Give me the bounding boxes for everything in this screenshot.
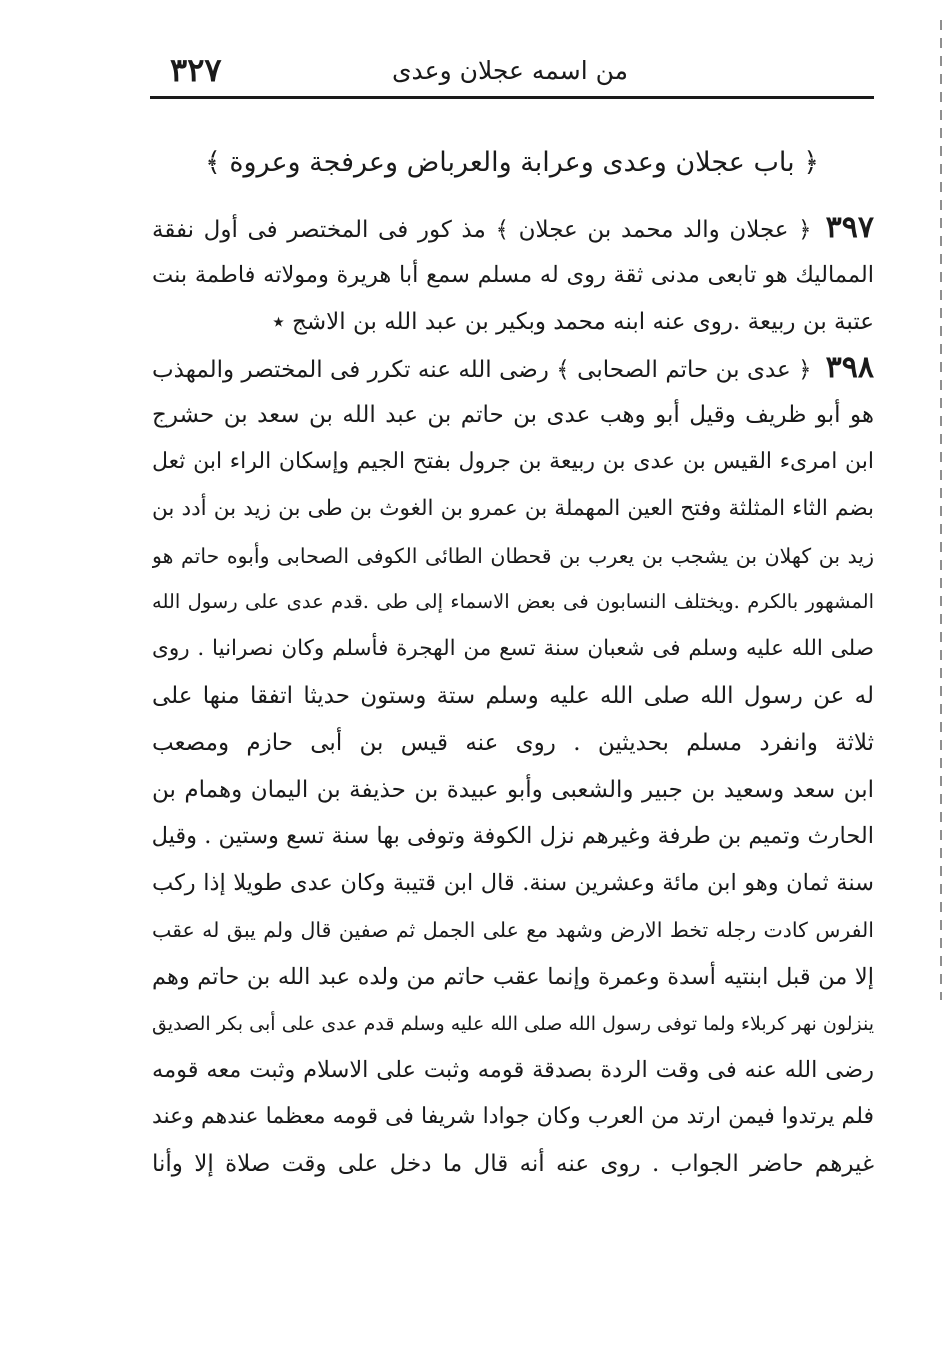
scan-edge [940,20,942,1000]
text-line [152,907,874,954]
text-line [152,860,874,907]
line-text: ثلاثة وانفرد مسلم بحديثين . روى عنه قيس بن أبى حازم ومصعب [152,729,874,756]
text-line [152,1001,874,1048]
line-text: الحارث وتميم بن طرفة وغيرهم نزل الكوفة وتوفى بها سنة تسع وستين . وقيل [152,823,874,850]
line-text: المماليك هو تابعى مدنى ثقة روى له مسلم سمع أبا هريرة ومولاته فاطمة بنت [152,261,874,288]
text-line [152,205,874,252]
line-text: ابن امرىء القيس بن عدى بن ربيعة بن جرول بفتح الجيم وإسكان الراء ابن ثعل [152,448,874,474]
line-text: صلى الله عليه وسلم فى شعبان سنة تسع من الهجرة فأسلم وكان نصرانيا . روى [152,636,874,662]
page-header [150,50,870,92]
text-line [152,626,874,673]
line-text: ﴿ عدى بن حاتم الصحابى ﴾ رضى الله عنه تكرر فى المختصر والمهذب [152,357,812,384]
line-text: بضم الثاء المثلثة وفتح العين المهملة بن عمرو بن الغوث بن طى بن زيد بن أدد بن [152,495,874,521]
line-text: عتبة بن ربيعة .روى عنه ابنه محمد وبكير بن عبد الله بن الاشج ٭ [272,308,874,335]
text-line [152,954,874,1001]
text-line [152,673,874,720]
line-text: رضى الله عنه فى وقت الردة بصدقة قومه وثبت على الاسلام وثبت معه قومه [152,1057,874,1084]
entry-number: ٣٩٨ [825,350,874,386]
text-line [152,439,874,486]
text-line [152,1094,874,1141]
body-text [152,205,874,1188]
text-line [152,767,874,814]
header-rule [150,96,874,99]
text-line [152,720,874,767]
chapter-heading: ﴿ باب عجلان وعدى وعرابة والعرباض وعرفجة وعروة ﴾ [204,147,820,178]
line-text: ابن سعد وسعيد بن جبير والشعبى وأبو عبيدة بن حذيفة بن اليمان وهمام بن [152,776,874,803]
line-text: المشهور بالكرم .ويختلف النسابون فى بعض الاسماء إلى طى .قدم عدى على رسول الله [152,590,874,614]
page-number: ٣٢٧ [170,51,222,89]
running-title: من اسمه عجلان وعدى [391,56,629,85]
text-line [152,579,874,626]
line-text: فلم يرتدوا فيمن ارتد من العرب وكان جوادا شريفا فى قومه معظما عندهم وعند [152,1104,874,1130]
line-text: الفرس كادت رجله تخط الارض وشهد مع على الجمل ثم صفين قال ولم يبق له عقب [152,917,874,942]
text-line [152,813,874,860]
text-line [152,1141,874,1188]
entry-number: ٣٩٧ [825,210,874,245]
line-text: له عن رسول الله صلى الله عليه وسلم ستة وستون حديثا اتفقا منها على [152,682,874,709]
line-text: ينزلون نهر كربلاء ولما توفى رسول الله صلى الله عليه وسلم قدم عدى على أبى بكر الصديق [152,1012,874,1035]
text-line [152,252,874,299]
text-line [152,299,874,346]
line-text: زيد بن كهلان بن يشجب بن يعرب بن قحطان الطائى الكوفى الصحابى وأبوه حاتم هو [152,543,874,568]
text-line [152,392,874,439]
text-line [152,486,874,533]
text-line [152,533,874,580]
line-text: هو أبو ظريف وقيل أبو وهب عدى بن حاتم بن عبد الله بن سعد بن حشرج [152,402,874,429]
text-line [152,1047,874,1094]
line-text: غيرهم حاضر الجواب . روى عنه أنه قال ما دخل على وقت صلاة إلا وأنا [152,1150,874,1177]
line-text: سنة ثمان وهو ابن مائة وعشرين سنة. قال ابن قتيبة وكان عدى طويلا إذا ركب [152,870,874,897]
line-text: ﴿ عجلان والد محمد بن عجلان ﴾ مذ كور فى المختصر فى أول نفقة [152,217,812,243]
line-text: إلا من قبل ابنتيه أسدة وعمرة وإنما عقب حاتم من ولده عبد الله بن حاتم وهم [152,963,874,990]
text-line [152,345,874,392]
